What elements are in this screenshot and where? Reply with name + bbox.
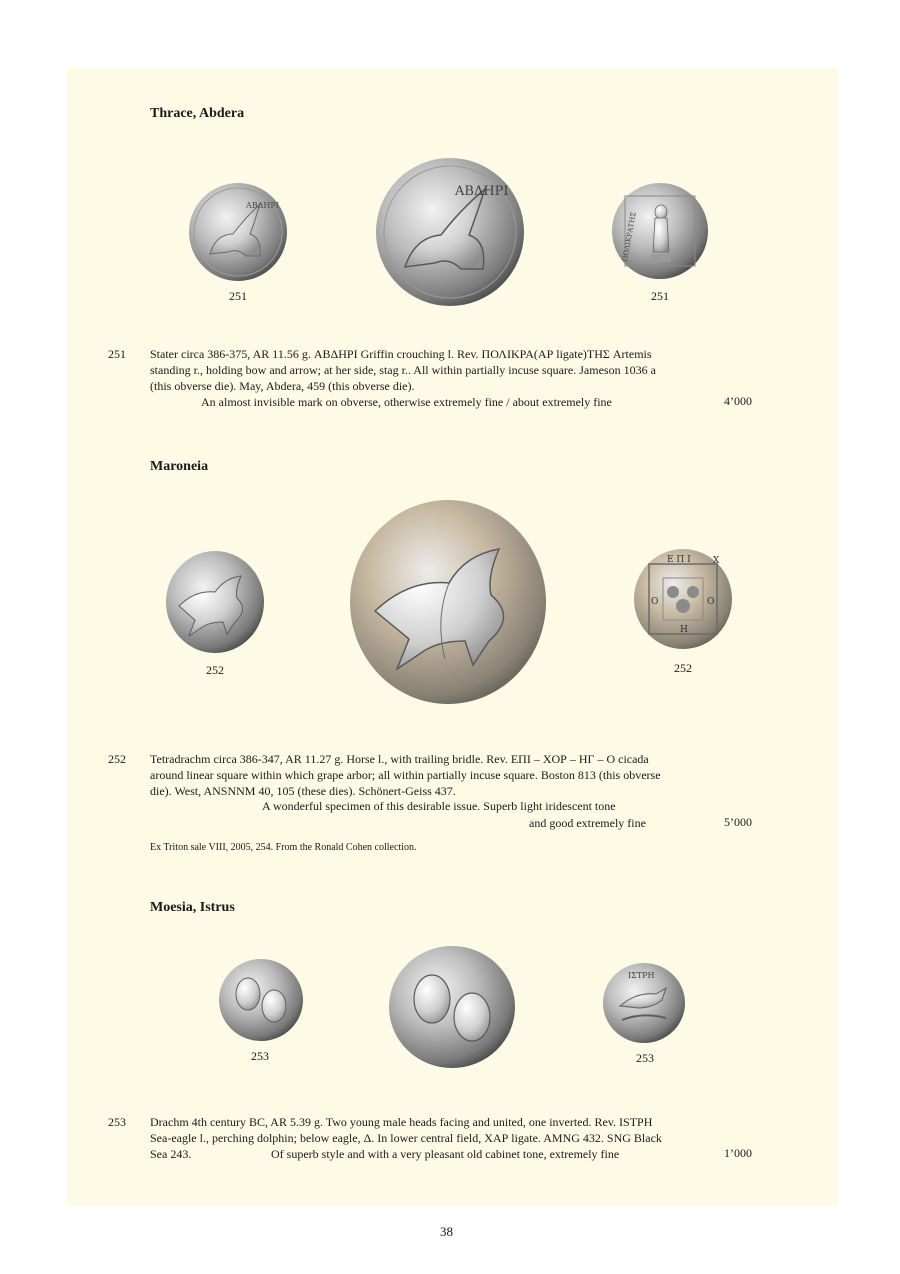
lot-252-line-3: die). West, ANSNNM 40, 105 (these dies). Schönert-Geiss 437. — [150, 784, 456, 798]
coin-251-obverse-enlarged-image — [375, 157, 525, 307]
lot-251-line-2: standing r., holding bow and arrow; at her side, stag r.. All within partially incuse square. Jameson 1036 a — [150, 363, 656, 377]
svg-text:Η: Η — [680, 625, 688, 635]
coin-253-obverse-image — [218, 958, 304, 1042]
svg-text:Ο: Ο — [651, 597, 659, 607]
lot-251-line-3: (this obverse die). May, Abdera, 459 (this obverse die). — [150, 379, 415, 393]
lot-number-251: 251 — [108, 347, 126, 361]
coin-label-252-right: 252 — [674, 661, 692, 675]
svg-text:Ο: Ο — [707, 597, 715, 607]
lot-252-price: 5’000 — [724, 815, 752, 829]
coin-253-obverse-enlarged-image — [388, 945, 516, 1069]
lot-251-price: 4’000 — [724, 394, 752, 408]
lot-251-condition: An almost invisible mark on obverse, otherwise extremely fine / about extremely fine — [201, 395, 612, 409]
lot-253-condition: Of superb style and with a very pleasant old cabinet tone, extremely fine — [271, 1147, 620, 1161]
lot-251-description — [150, 346, 752, 394]
coin-label-251-right: 251 — [651, 289, 669, 303]
coin-251-obverse-image — [188, 182, 288, 282]
page-number: 38 — [440, 1224, 453, 1239]
lot-253-price: 1’000 — [724, 1146, 752, 1160]
lot-252-condition-line-2: and good extremely fine — [529, 816, 646, 830]
svg-text:ΠΟΛΙΚΡΑΤΗΣ: ΠΟΛΙΚΡΑΤΗΣ — [621, 211, 638, 263]
lot-252-line-2: around linear square within which grape arbor; all within partially incuse square. Boston 813 (this obverse — [150, 768, 661, 782]
lot-252-line-1: Tetradrachm circa 386-347, AR 11.27 g. Horse l., with trailing bridle. Rev. ΕΠΙ – ΧΟΡ – ΗΓ – Ο cicada — [150, 752, 649, 766]
lot-253-line-2: Sea-eagle l., perching dolphin; below eagle, Δ. In lower central field, ΧΑΡ ligate. AMNG 432. SNG Black — [150, 1131, 662, 1145]
section-heading-maroneia: Maroneia — [150, 459, 209, 474]
svg-text:ΙΣΤΡΗ: ΙΣΤΡΗ — [628, 971, 655, 980]
coin-252-obverse-enlarged-image — [349, 499, 547, 705]
coin-label-253-left: 253 — [251, 1049, 269, 1063]
lot-253-line-3: Sea 243. — [150, 1147, 192, 1161]
lot-253-line-1: Drachm 4th century BC, AR 5.39 g. Two young male heads facing and united, one inverted. Rev. ΙSTPH — [150, 1115, 653, 1129]
section-heading-abdera: Thrace, Abdera — [150, 106, 245, 121]
coin-label-251-left: 251 — [229, 289, 247, 303]
coin-251-reverse-image — [611, 182, 709, 280]
svg-text:Χ: Χ — [713, 556, 720, 566]
svg-text:ΑΒΔΗΡΙ: ΑΒΔΗΡΙ — [246, 201, 279, 210]
coin-252-reverse-image — [633, 548, 733, 650]
coin-253-reverse-image — [602, 962, 686, 1044]
lot-252-provenance: Ex Triton sale VIII, 2005, 254. From the Ronald Cohen collection. — [150, 842, 417, 853]
coin-label-252-left: 252 — [206, 663, 224, 677]
section-heading-istrus: Moesia, Istrus — [150, 900, 235, 915]
svg-text:ΑΒΔΗΡΙ: ΑΒΔΗΡΙ — [455, 184, 509, 199]
coin-252-obverse-image — [165, 550, 265, 654]
lot-number-253: 253 — [108, 1115, 126, 1129]
coin-label-253-right: 253 — [636, 1051, 654, 1065]
lot-252-condition-line-1: A wonderful specimen of this desirable issue. Superb light iridescent tone — [262, 799, 616, 813]
lot-252-description — [150, 751, 752, 799]
lot-251-line-1: Stater circa 386-375, AR 11.56 g. ΑΒΔΗΡΙ Griffin crouching l. Rev. ΠΟΛΙΚΡΑ(ΑΡ ligate)ΤΗΣ Artemis — [150, 347, 652, 361]
svg-text:Ε Π Ι: Ε Π Ι — [667, 555, 691, 565]
lot-number-252: 252 — [108, 752, 126, 766]
lot-253-description — [150, 1114, 752, 1146]
